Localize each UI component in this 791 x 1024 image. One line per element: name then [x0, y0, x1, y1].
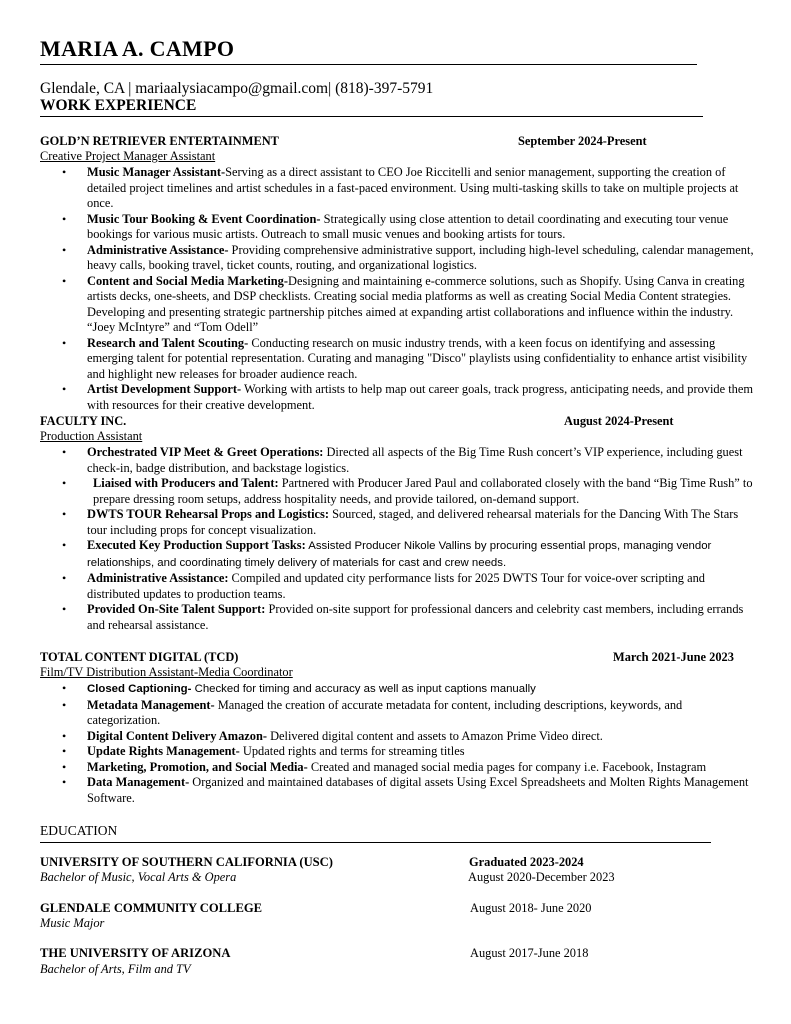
job-dates: September 2024-Present — [518, 134, 647, 148]
job-bullets — [40, 445, 755, 633]
graduation-status: Graduated 2023-2024 — [469, 855, 584, 869]
list-item: • Administrative Assistance- Providing comprehensive administrative support, including high-level scheduling, calendar management, heavy calls, booking travel, ticket counts, routing, and organizational logistics. — [40, 243, 755, 274]
list-item: • Metadata Management- Managed the creation of accurate metadata for content, including descriptions, keywords, and categorization. — [40, 698, 755, 729]
list-item: • Music Tour Booking & Event Coordination- Strategically using close attention to detail coordinating and executing tour venue bookings for various music artists. Outreach to small music venues and booking artists for tours. — [40, 212, 755, 243]
list-item: • Research and Talent Scouting- Conducting research on music industry trends, with a keen focus on identifying and assessing emerging talent for potential representation. Curating and managing "Disco" playlists using confidentiality to enhance artist visibility and highlight new releases for broader audience reach. — [40, 336, 755, 383]
job-bullets — [40, 165, 755, 413]
job-company: TOTAL CONTENT DIGITAL (TCD) — [40, 650, 239, 664]
job-dates: August 2024-Present — [564, 414, 674, 428]
job-role: Film/TV Distribution Assistant-Media Coordinator — [40, 665, 293, 679]
job-bullets — [40, 681, 755, 806]
list-item: • Update Rights Management- Updated rights and terms for streaming titles — [40, 744, 755, 760]
school-name: GLENDALE COMMUNITY COLLEGE — [40, 901, 263, 915]
list-item: • Liaised with Producers and Talent: Partnered with Producer Jared Paul and collaborated closely with the band “Big Time Rush” to prepare dressing room setups, address hospitality needs, and provide tailored, on-demand support. — [40, 476, 755, 507]
list-item: • Provided On-Site Talent Support: Provided on-site support for professional dancers and celebrity cast members, including errands and rehearsal assistance. — [40, 602, 755, 633]
job-role: Production Assistant — [40, 429, 143, 443]
list-item: • Artist Development Support- Working with artists to help map out career goals, track progress, anticipating needs, and provide them with resources for their creative development. — [40, 382, 755, 413]
candidate-name: MARIA A. CAMPO — [40, 36, 235, 61]
job-company: GOLD’N RETRIEVER ENTERTAINMENT — [40, 134, 279, 148]
work-experience-heading: WORK EXPERIENCE — [40, 97, 197, 114]
attendance-dates: August 2017-June 2018 — [470, 946, 589, 960]
list-item: • Digital Content Delivery Amazon- Delivered digital content and assets to Amazon Prime Video direct. — [40, 729, 755, 745]
list-item: • Executed Key Production Support Tasks: Assisted Producer Nikole Vallins by procuring essential props, managing vendor relationships, and coordinating timely delivery of materials for cast and crew needs. — [40, 538, 755, 571]
list-item: • Administrative Assistance: Compiled and updated city performance lists for 2025 DWTS Tour for voice-over scripting and distributed updates to production teams. — [40, 571, 755, 602]
education-heading: EDUCATION — [40, 823, 118, 838]
name-divider — [40, 64, 697, 65]
education-divider — [40, 842, 711, 843]
list-item: • Music Manager Assistant-Serving as a direct assistant to CEO Joe Riccitelli and senior management, supporting the creation of detailed project timelines and artist schedules in a fast-paced environment. Using multi-tasking skills to take on multiple projects at once. — [40, 165, 755, 212]
school-name: UNIVERSITY OF SOUTHERN CALIFORNIA (USC) — [40, 855, 333, 869]
job-company: FACULTY INC. — [40, 414, 127, 428]
list-item: • DWTS TOUR Rehearsal Props and Logistics: Sourced, staged, and delivered rehearsal materials for the Dancing With The Stars tour including props for concept visualization. — [40, 507, 755, 538]
contact-line: Glendale, CA | mariaalysiacampo@gmail.com| (818)-397-5791 — [40, 80, 434, 97]
list-item: • Data Management- Organized and maintained databases of digital assets Using Excel Spreadsheets and Molten Rights Management Software. — [40, 775, 755, 806]
degree: Music Major — [40, 916, 105, 930]
list-item: • Marketing, Promotion, and Social Media- Created and managed social media pages for company i.e. Facebook, Instagram — [40, 760, 755, 776]
degree: Bachelor of Music, Vocal Arts & Opera — [40, 870, 237, 884]
list-item: • Closed Captioning- Checked for timing and accuracy as well as input captions manually — [40, 681, 755, 698]
list-item: • Orchestrated VIP Meet & Greet Operations: Directed all aspects of the Big Time Rush concert’s VIP experience, including guest check-in, badge distribution, and backstage logistics. — [40, 445, 755, 476]
attendance-dates: August 2020-December 2023 — [468, 870, 615, 884]
school-name: THE UNIVERSITY OF ARIZONA — [40, 946, 231, 960]
degree: Bachelor of Arts, Film and TV — [40, 962, 191, 976]
work-divider — [40, 116, 703, 117]
attendance-dates: August 2018- June 2020 — [470, 901, 592, 915]
job-role: Creative Project Manager Assistant — [40, 149, 216, 163]
list-item: • Content and Social Media Marketing-Designing and maintaining e-commerce solutions, such as Shopify. Using Canva in creating artists decks, one-sheets, and DSP checklists. Creating social media platforms as well as creating Social Media Content strategies. Developing and presenting strategic partnership pitches aimed at expanding artist collaborations and influence within the industry. “Joey McIntyre” and “Tom Odell” — [40, 274, 755, 336]
job-dates: March 2021-June 2023 — [613, 650, 734, 664]
